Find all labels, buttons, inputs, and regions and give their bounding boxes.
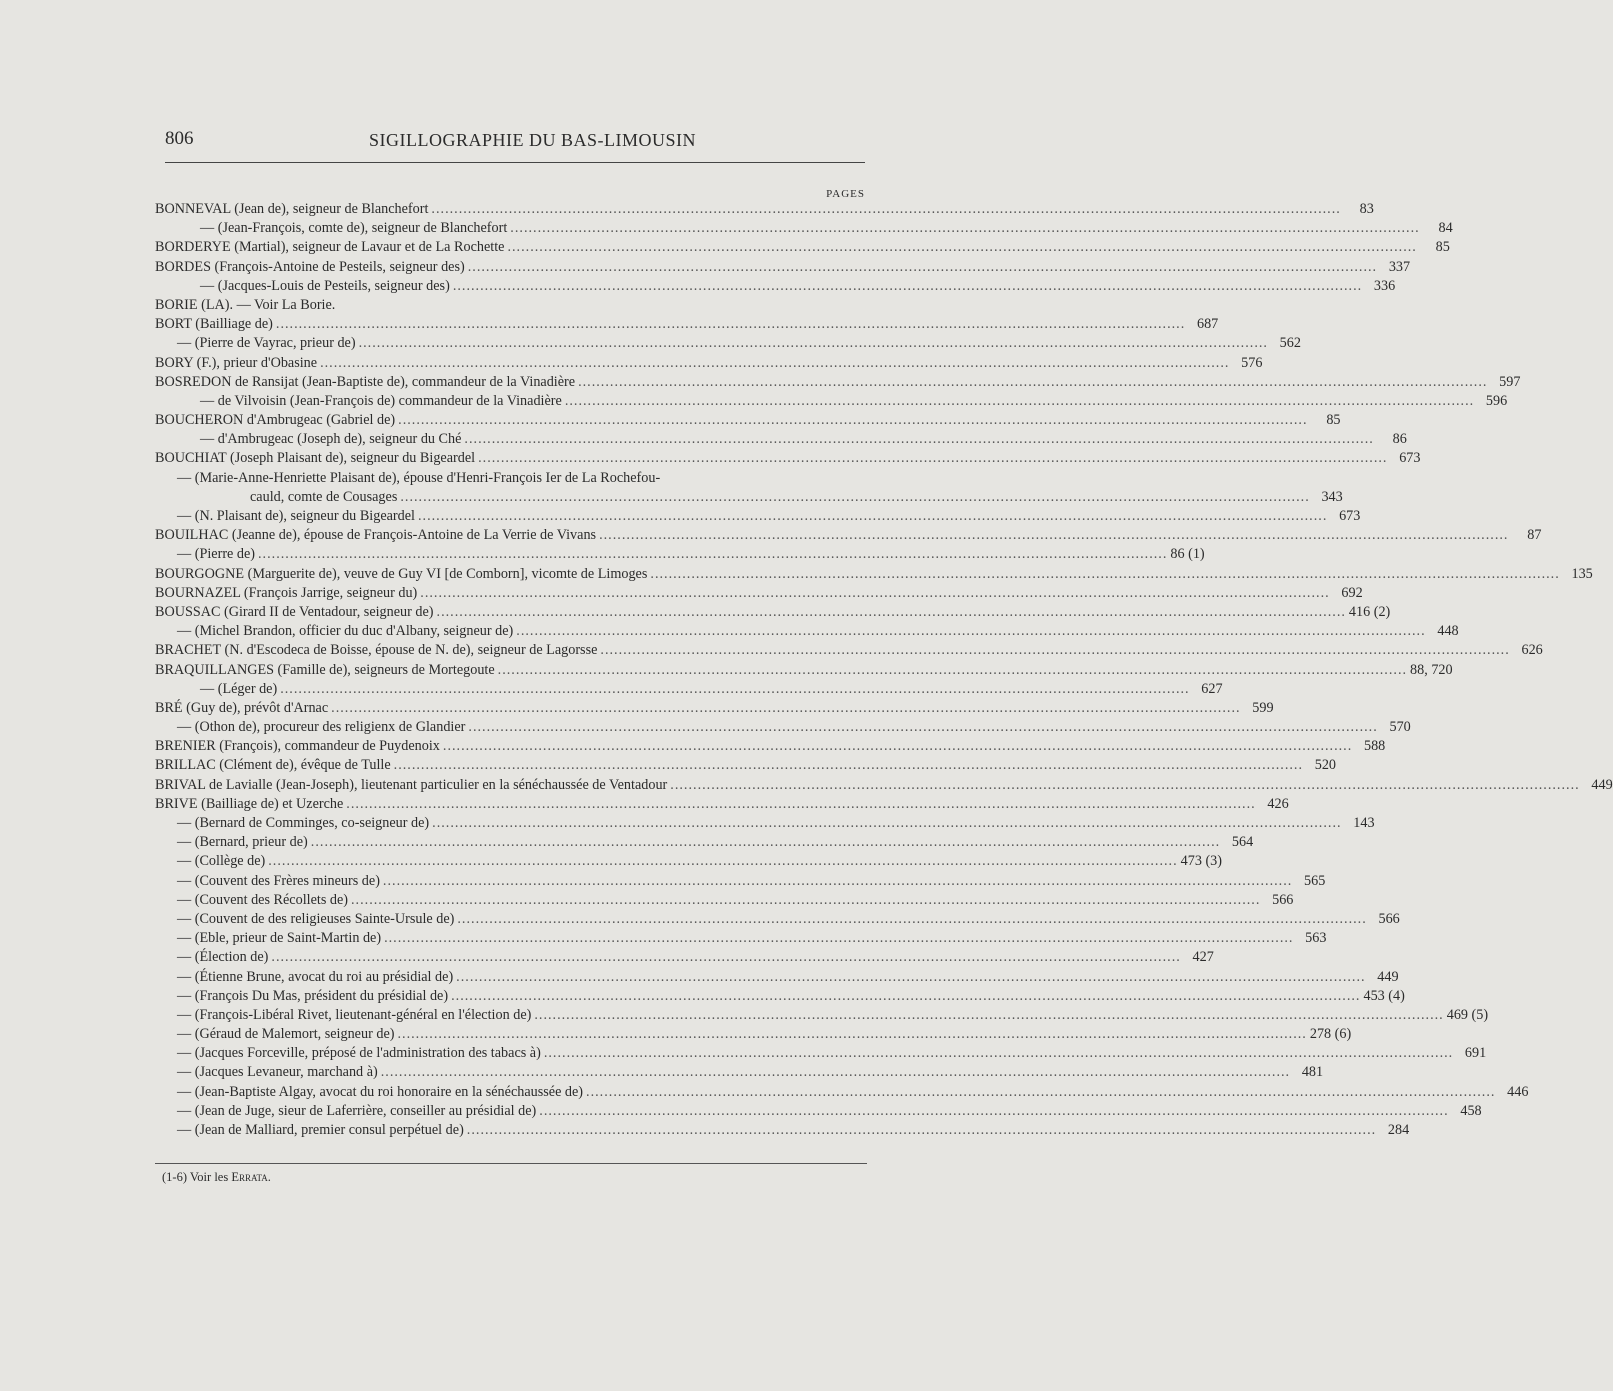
entry-text: BORT (Bailliage de)	[155, 316, 273, 333]
entry-page: 570	[1389, 719, 1411, 736]
entry-text: — (Couvent des Frères mineurs de)	[177, 872, 380, 889]
entry-page: 565	[1304, 872, 1326, 889]
leader-dots	[280, 680, 1189, 699]
entry-text: — (Pierre de Vayrac, prieur de)	[177, 335, 356, 352]
entry-page: 692	[1341, 584, 1363, 601]
index-entry	[155, 1083, 1529, 1102]
leader-dots	[276, 315, 1185, 334]
index-list	[155, 200, 1613, 1140]
index-entry	[155, 776, 1613, 795]
index-entry	[155, 910, 1400, 929]
entry-text: — (Couvent des Récollets de)	[177, 891, 348, 908]
entry-page: 564	[1231, 834, 1254, 851]
index-entry	[155, 852, 1222, 871]
entry-page: 566	[1272, 891, 1294, 908]
entry-page: 673	[1339, 508, 1361, 524]
index-entry	[155, 814, 1375, 833]
page-header	[165, 128, 865, 152]
leader-dots	[467, 1121, 1376, 1140]
index-entry	[155, 565, 1593, 584]
entry-text: — (Bernard de Comminges, co-seigneur de)	[177, 815, 430, 831]
entry-page: 426	[1267, 795, 1289, 812]
running-title: SIGILLOGRAPHIE DU BAS-LIMOUSIN	[369, 130, 696, 150]
leader-dots	[650, 565, 1559, 584]
leader-dots	[359, 334, 1268, 353]
entry-text: — d'Ambrugeac (Joseph de), seigneur du Ché	[200, 431, 462, 448]
index-entry	[155, 661, 1453, 680]
leader-dots	[578, 373, 1487, 392]
leader-dots	[381, 1063, 1290, 1082]
entry-page: 449	[1591, 776, 1613, 793]
leader-dots	[437, 603, 1346, 622]
entry-text: BORDERYE (Martial), seigneur de Lavaur et de La Rochette	[155, 239, 505, 256]
entry-page: 337	[1388, 258, 1411, 275]
leader-dots	[398, 411, 1307, 430]
index-entry	[155, 929, 1327, 948]
entry-text: BOUSSAC (Girard II de Ventadour, seigneur de)	[155, 603, 434, 620]
entry-text: — (Jean de Malliard, premier consul perpétuel de)	[177, 1122, 464, 1138]
index-entry	[155, 334, 1301, 353]
leader-dots	[271, 948, 1180, 967]
entry-text: — (François Du Mas, président du présidial de)	[177, 987, 449, 1004]
entry-page: 562	[1279, 335, 1301, 352]
index-entry	[155, 469, 867, 488]
entry-text: — (Jean-Baptiste Algay, avocat du roi honoraire en la sénéchaussée de)	[177, 1083, 584, 1100]
leader-dots	[507, 238, 1416, 257]
index-entry	[155, 795, 1289, 814]
entry-page: 85	[1435, 239, 1450, 256]
index-entry	[155, 833, 1254, 852]
index-entry	[155, 277, 1396, 296]
entry-page: 87	[1527, 527, 1542, 544]
entry-text: — (Étienne Brune, avocat du roi au présidial de)	[177, 968, 454, 985]
footnote	[162, 1170, 271, 1185]
leader-dots	[443, 737, 1352, 756]
leader-dots	[258, 545, 1167, 564]
leader-dots	[400, 488, 1309, 507]
entry-text: — (Pierre de)	[177, 546, 255, 563]
leader-dots	[346, 795, 1255, 814]
entry-text: BRAQUILLANGES (Famille de), seigneurs de Mortegoute	[155, 661, 495, 678]
entry-page: 135	[1571, 565, 1593, 582]
leader-dots	[456, 968, 1365, 987]
entry-page: 453 (4)	[1363, 987, 1405, 1004]
leader-dots	[311, 833, 1220, 852]
leader-dots	[539, 1102, 1448, 1121]
leader-dots	[670, 776, 1579, 795]
entry-text: — (Marie-Anne-Henriette Plaisant de), épouse d'Henri-François Ier de La Rochefou-	[177, 469, 661, 486]
entry-text: — (Jacques Levaneur, marchand à)	[177, 1064, 378, 1081]
entry-text: BRACHET (N. d'Escodeca de Boisse, épouse de N. de), seigneur de Lagorsse	[155, 642, 598, 659]
entry-page: 427	[1192, 949, 1214, 966]
index-entry	[155, 1025, 1352, 1044]
index-entry	[155, 891, 1294, 910]
index-entry	[155, 1006, 1489, 1025]
entry-page: 83	[1359, 201, 1374, 217]
index-entry	[155, 584, 1363, 603]
index-entry	[155, 603, 1391, 622]
index-entry	[155, 238, 1450, 257]
leader-dots	[468, 718, 1377, 737]
entry-text: BRIVE (Bailliage de) et Uzerche	[155, 795, 344, 812]
entry-text: BRENIER (François), commandeur de Puydenoix	[155, 738, 440, 755]
footnote-errata: Errata	[231, 1170, 268, 1184]
index-entry	[155, 449, 1421, 468]
index-entry	[155, 737, 1386, 756]
index-entry	[155, 507, 1361, 526]
leader-dots	[418, 507, 1327, 526]
index-entry	[155, 315, 1219, 334]
leader-dots	[351, 891, 1260, 910]
entry-text: BORDES (François-Antoine de Pesteils, seigneur des)	[155, 258, 465, 275]
leader-dots	[431, 200, 1340, 219]
entry-page: 687	[1196, 316, 1219, 333]
index-entry	[155, 680, 1223, 699]
leader-dots	[394, 756, 1303, 775]
entry-text: BORY (F.), prieur d'Obasine	[155, 354, 318, 371]
leader-dots	[600, 641, 1509, 660]
entry-page: 599	[1252, 699, 1274, 716]
index-entry	[155, 641, 1543, 660]
entry-page: 673	[1399, 450, 1421, 467]
entry-page: 343	[1321, 488, 1343, 505]
leader-dots	[384, 929, 1293, 948]
index-entry	[155, 756, 1337, 775]
entry-text: BRÉ (Guy de), prévôt d'Arnac	[155, 699, 329, 716]
entry-page: 86	[1392, 431, 1407, 448]
entry-text: BOURNAZEL (François Jarrige, seigneur du)	[155, 584, 418, 601]
entry-page: 278 (6)	[1309, 1026, 1352, 1043]
index-entry	[155, 392, 1508, 411]
index-entry	[155, 200, 1374, 219]
footnote-prefix: (1-6) Voir les	[162, 1170, 232, 1184]
entry-text: cauld, comte de Cousages	[250, 488, 398, 505]
entry-text: BRILLAC (Clément de), évêque de Tulle	[155, 757, 391, 774]
index-entry	[155, 526, 1542, 545]
entry-page: 416 (2)	[1348, 603, 1391, 620]
entry-text: — (Eble, prieur de Saint-Martin de)	[177, 930, 382, 947]
entry-text: — (Géraud de Malemort, seigneur de)	[177, 1026, 395, 1043]
page-number: 806	[165, 128, 194, 149]
leader-dots	[510, 219, 1419, 238]
entry-page: 469 (5)	[1446, 1006, 1489, 1023]
entry-text: BOURGOGNE (Marguerite de), veuve de Guy VI [de Comborn], vicomte de Limoges	[155, 565, 648, 582]
entry-text: — (Michel Brandon, officier du duc d'Albany, seigneur de)	[177, 623, 514, 640]
entry-text: — (Jacques-Louis de Pesteils, seigneur des)	[200, 277, 450, 294]
entry-page: 520	[1314, 757, 1337, 774]
entry-text: BONNEVAL (Jean de), seigneur de Blanchefort	[155, 201, 429, 217]
entry-text: — (Collège de)	[177, 853, 266, 870]
index-entry	[155, 699, 1274, 718]
leader-dots	[478, 449, 1387, 468]
index-entry	[155, 545, 1205, 564]
leader-dots	[468, 258, 1377, 277]
leader-dots	[544, 1044, 1453, 1063]
entry-page: 473 (3)	[1180, 853, 1222, 870]
header-rule	[165, 162, 865, 163]
entry-text: BOUCHIAT (Joseph Plaisant de), seigneur du Bigeardel	[155, 450, 476, 467]
entry-page: 563	[1305, 930, 1327, 947]
index-entry	[155, 872, 1326, 891]
index-entry	[155, 411, 1341, 430]
entry-text: — (Léger de)	[200, 680, 278, 697]
entry-text: — (Couvent de des religieuses Sainte-Ursule de)	[177, 910, 455, 927]
leader-dots	[420, 584, 1329, 603]
index-entry	[155, 718, 1411, 737]
entry-text: — (Jacques Forceville, préposé de l'administration des tabacs à)	[177, 1045, 541, 1062]
leader-dots	[464, 430, 1373, 449]
leader-dots	[451, 987, 1360, 1006]
leader-dots	[599, 526, 1508, 545]
index-entry	[155, 488, 1343, 507]
index-entry	[155, 1044, 1487, 1063]
entry-page: 588	[1363, 738, 1386, 755]
leader-dots	[586, 1083, 1495, 1102]
entry-page: 691	[1464, 1045, 1487, 1062]
entry-page: 627	[1201, 680, 1223, 697]
index-entry	[155, 430, 1407, 449]
entry-page: 449	[1377, 968, 1399, 985]
entry-text: BOSREDON de Ransijat (Jean-Baptiste de), commandeur de la Vinadière	[155, 373, 576, 390]
index-entry	[155, 987, 1405, 1006]
entry-text: BORIE (LA). — Voir La Borie.	[155, 296, 336, 313]
index-entry	[155, 373, 1521, 392]
entry-page: 284	[1387, 1122, 1410, 1138]
index-entry	[155, 354, 1263, 373]
leader-dots	[457, 910, 1366, 929]
entry-text: — (Jean-François, comte de), seigneur de Blanchefort	[200, 220, 508, 237]
entry-text: — (Jean de Juge, sieur de Laferrière, conseiller au présidial de)	[177, 1102, 537, 1119]
entry-text: BRIVAL de Lavialle (Jean-Joseph), lieutenant particulier en la sénéchaussée de Ventadour	[155, 776, 668, 793]
leader-dots	[453, 277, 1362, 296]
leader-dots	[516, 622, 1425, 641]
entry-text: BOUILHAC (Jeanne de), épouse de François-Antoine de La Verrie de Vivans	[155, 527, 597, 544]
index-entry	[155, 968, 1399, 987]
entry-page: 143	[1353, 815, 1375, 831]
entry-page: 448	[1437, 623, 1459, 640]
entry-page: 336	[1373, 277, 1396, 294]
index-entry	[155, 219, 1453, 238]
entry-page: 597	[1499, 373, 1521, 390]
entry-text: — (Bernard, prieur de)	[177, 834, 308, 851]
entry-text: — (Élection de)	[177, 949, 269, 966]
entry-text: — (Othon de), procureur des religienx de Glandier	[177, 719, 466, 736]
index-entry	[155, 948, 1214, 967]
entry-page: 626	[1521, 642, 1543, 659]
leader-dots	[268, 852, 1177, 871]
entry-page: 576	[1241, 354, 1263, 371]
entry-page: 84	[1438, 220, 1453, 237]
entry-text: BOUCHERON d'Ambrugeac (Gabriel de)	[155, 412, 396, 429]
leader-dots	[320, 354, 1229, 373]
leader-dots	[498, 661, 1407, 680]
entry-text: — (N. Plaisant de), seigneur du Bigeardel	[177, 508, 415, 524]
leader-dots	[331, 699, 1240, 718]
leader-dots	[534, 1006, 1443, 1025]
index-entry	[155, 1102, 1482, 1121]
entry-text: — (François-Libéral Rivet, lieutenant-général en l'élection de)	[177, 1006, 532, 1023]
index-entry	[155, 258, 1411, 277]
footnote-suffix: .	[267, 1170, 271, 1184]
leader-dots	[565, 392, 1474, 411]
leader-dots	[432, 814, 1341, 833]
leader-dots	[397, 1025, 1306, 1044]
leader-dots	[383, 872, 1292, 891]
entry-text: — de Vilvoisin (Jean-François de) commandeur de la Vinadière	[200, 392, 562, 409]
footnote-rule	[155, 1163, 867, 1164]
index-entry	[155, 296, 867, 315]
entry-page: 566	[1378, 910, 1400, 927]
entry-page: 88, 720	[1410, 661, 1453, 678]
index-entry	[155, 1121, 1410, 1140]
entry-page: 86 (1)	[1170, 546, 1205, 563]
index-entry	[155, 622, 1459, 641]
entry-page: 481	[1301, 1064, 1324, 1081]
entry-page: 458	[1460, 1102, 1482, 1119]
index-entry	[155, 1063, 1324, 1082]
entry-page: 85	[1326, 412, 1341, 429]
pages-column-label: PAGES	[826, 188, 865, 200]
entry-page: 446	[1507, 1083, 1529, 1100]
entry-page: 596	[1485, 392, 1508, 409]
